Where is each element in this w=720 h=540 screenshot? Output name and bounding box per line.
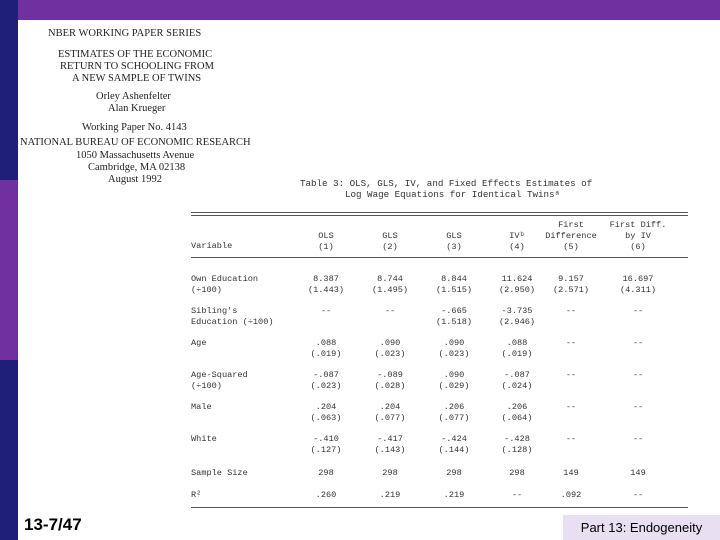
row-label: Sibling's (191, 306, 238, 316)
table-cell-estimate: -- (320, 306, 332, 316)
row-label: Sample Size (191, 468, 248, 478)
table-cell-std-error: (.019) (310, 349, 342, 359)
table-cell-estimate: -- (565, 434, 577, 444)
table-cell-estimate: -- (632, 306, 644, 316)
table-cell-std-error: (.144) (438, 445, 470, 455)
column-header-5-top: First (558, 220, 584, 230)
column-header-5-num: (5) (563, 242, 579, 252)
table-cell-estimate: -.424 (441, 434, 467, 444)
working-paper-number: Working Paper No. 4143 (82, 122, 187, 133)
table-cell-std-error: (.128) (501, 445, 533, 455)
row-label: Age (191, 338, 207, 348)
institution: NATIONAL BUREAU OF ECONOMIC RESEARCH (20, 137, 251, 148)
table-cell-std-error: (.064) (501, 413, 533, 423)
table-cell-estimate: .206 (506, 402, 528, 412)
row-label: Age-Squared (191, 370, 248, 380)
column-header-6-name: by IV (625, 231, 651, 241)
table-rule-top (191, 212, 688, 213)
table-cell-std-error: (.024) (501, 381, 533, 391)
table-cell-std-error: (.028) (374, 381, 406, 391)
table-cell-estimate: .219 (379, 490, 401, 500)
table-cell-estimate: 149 (630, 468, 646, 478)
table-rule-header (191, 257, 688, 258)
table-cell-std-error: (2.946) (498, 317, 536, 327)
table-cell-estimate: .088 (315, 338, 337, 348)
column-header-2-num: (2) (382, 242, 398, 252)
left-bar-segment-middle (0, 180, 18, 360)
table-cell-std-error: (.029) (438, 381, 470, 391)
table-cell-estimate: -.665 (441, 306, 467, 316)
table-cell-estimate: 8.844 (441, 274, 467, 284)
table-cell-std-error: (.077) (374, 413, 406, 423)
row-label: Male (191, 402, 212, 412)
table-cell-std-error: (.077) (438, 413, 470, 423)
row-label: (÷100) (191, 381, 222, 391)
author-1: Orley Ashenfelter (96, 91, 171, 102)
table-cell-estimate: -- (565, 402, 577, 412)
top-accent-bar (18, 0, 720, 20)
table-cell-std-error: (1.495) (371, 285, 409, 295)
table-cell-std-error: (1.443) (307, 285, 345, 295)
table-cell-estimate: 298 (382, 468, 398, 478)
table-cell-estimate: 149 (563, 468, 579, 478)
table-cell-estimate: -- (565, 338, 577, 348)
table-cell-estimate: 11.624 (501, 274, 533, 284)
table-cell-estimate: .092 (560, 490, 582, 500)
left-bar-segment-top (0, 0, 18, 180)
table-cell-estimate: -.410 (313, 434, 339, 444)
column-header-1-name: OLS (318, 231, 334, 241)
table-cell-estimate: 16.697 (622, 274, 654, 284)
table-cell-estimate: -- (632, 370, 644, 380)
series-name: NBER WORKING PAPER SERIES (48, 28, 202, 39)
table-cell-std-error: (4.311) (619, 285, 657, 295)
table-cell-estimate: .090 (379, 338, 401, 348)
row-label: Own Education (191, 274, 259, 284)
table-cell-std-error: (2.950) (498, 285, 536, 295)
table-cell-std-error: (.023) (310, 381, 342, 391)
left-accent-bar (0, 0, 18, 540)
row-label: White (191, 434, 217, 444)
table-cell-std-error: (.023) (374, 349, 406, 359)
table-cell-estimate: .090 (443, 338, 465, 348)
table-cell-estimate: 298 (318, 468, 334, 478)
table-cell-estimate: -- (565, 306, 577, 316)
table-cell-estimate: 9.157 (558, 274, 584, 284)
column-header-5-name: Difference (545, 231, 597, 241)
table-cell-estimate: -- (511, 490, 523, 500)
table-cell-std-error: (.023) (438, 349, 470, 359)
title-line-3: A NEW SAMPLE OF TWINS (72, 73, 202, 84)
table-cell-estimate: .206 (443, 402, 465, 412)
table-rule-top-double (191, 215, 688, 216)
title-line-1: ESTIMATES OF THE ECONOMIC (58, 49, 213, 60)
table-cell-estimate: -.087 (313, 370, 339, 380)
table-cell-estimate: .088 (506, 338, 528, 348)
author-2: Alan Krueger (108, 103, 166, 114)
table-cell-std-error: (1.518) (435, 317, 473, 327)
paper-date: August 1992 (108, 174, 162, 185)
table-rule-bottom (191, 507, 688, 508)
slide-number: 13-7/47 (24, 515, 82, 534)
left-bar-segment-bottom (0, 360, 18, 540)
table-cell-estimate: .090 (443, 370, 465, 380)
table-cell-estimate: .260 (315, 490, 337, 500)
column-header-1-num: (1) (318, 242, 334, 252)
column-header-6-top: First Diff. (609, 220, 667, 230)
table-cell-estimate: -.087 (504, 370, 530, 380)
row-label: R² (191, 490, 202, 500)
table-cell-estimate: -.428 (504, 434, 530, 444)
row-label: Education (÷100) (191, 317, 274, 327)
table-cell-estimate: -- (632, 338, 644, 348)
address-line-1: 1050 Massachusetts Avenue (76, 150, 195, 161)
table-cell-estimate: -3.735 (501, 306, 533, 316)
table-cell-std-error: (1.515) (435, 285, 473, 295)
table-cell-std-error: (.127) (310, 445, 342, 455)
table-cell-estimate: 8.744 (377, 274, 403, 284)
table-title-line-1: Table 3: OLS, GLS, IV, and Fixed Effects Estimates of (300, 178, 593, 189)
table-cell-estimate: 298 (446, 468, 462, 478)
table-title-line-2: Log Wage Equations for Identical Twinsᵃ (345, 189, 561, 200)
table-cell-estimate: 298 (509, 468, 525, 478)
table-cell-std-error: (.019) (501, 349, 533, 359)
table-cell-estimate: .204 (315, 402, 337, 412)
table-cell-estimate: -- (632, 434, 644, 444)
variable-header: Variable (191, 241, 233, 251)
column-header-3-name: GLS (446, 231, 462, 241)
column-header-3-num: (3) (446, 242, 462, 252)
column-header-4-name: IVᵇ (509, 231, 525, 241)
table-cell-estimate: .204 (379, 402, 401, 412)
table-cell-estimate: -- (565, 370, 577, 380)
column-header-2-name: GLS (382, 231, 398, 241)
section-label: Part 13: Endogeneity (563, 515, 720, 540)
column-header-6-num: (6) (630, 242, 646, 252)
title-line-2: RETURN TO SCHOOLING FROM (60, 61, 214, 72)
table-cell-estimate: -- (632, 490, 644, 500)
table-cell-estimate: -- (384, 306, 396, 316)
regression-table (191, 210, 691, 510)
table-cell-estimate: -.089 (377, 370, 403, 380)
table-cell-estimate: .219 (443, 490, 465, 500)
table-cell-estimate: -- (632, 402, 644, 412)
column-header-4-num: (4) (509, 242, 525, 252)
table-cell-std-error: (2.571) (552, 285, 590, 295)
row-label: (÷100) (191, 285, 222, 295)
table-cell-std-error: (.143) (374, 445, 406, 455)
address-line-2: Cambridge, MA 02138 (88, 162, 186, 173)
table-cell-estimate: -.417 (377, 434, 403, 444)
table-cell-std-error: (.063) (310, 413, 342, 423)
table-cell-estimate: 8.387 (313, 274, 339, 284)
